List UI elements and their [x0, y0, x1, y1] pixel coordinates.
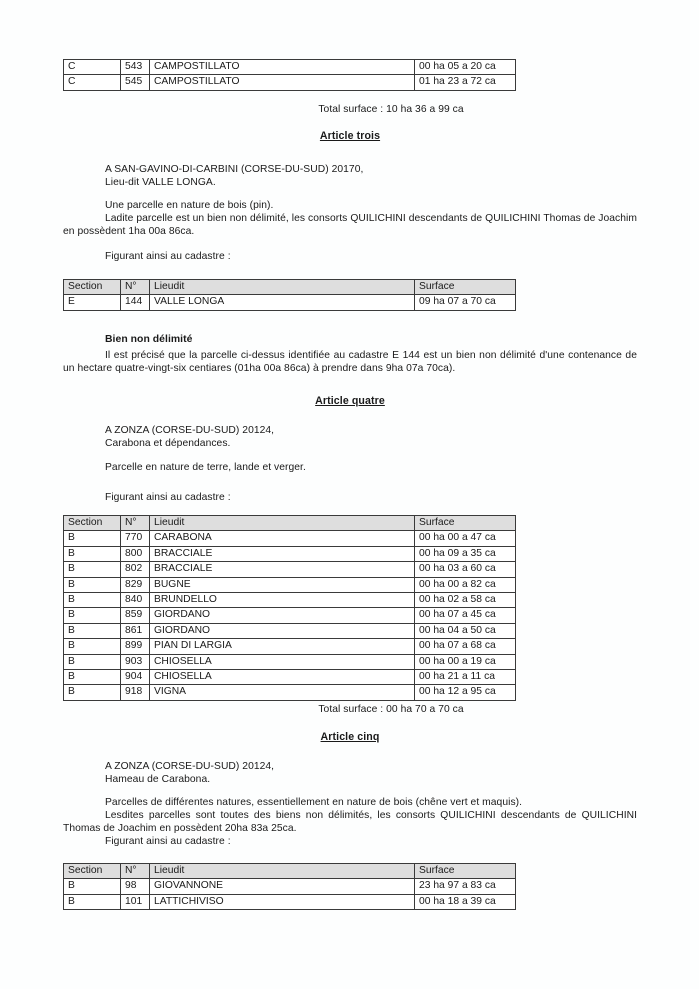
- commune-line-2: Carabona et dépendances.: [105, 438, 231, 450]
- header-lieudit: Lieudit: [150, 516, 415, 531]
- cell-surface: 00 ha 07 a 45 ca: [415, 608, 516, 623]
- article-trois-bnd-paragraph: [63, 212, 637, 238]
- table-row: [64, 295, 516, 310]
- article-trois-bnd-detail: [63, 349, 637, 375]
- table-row: [64, 562, 516, 577]
- cell-numero: 840: [121, 593, 150, 608]
- total-surface-article-quatre: [63, 703, 637, 716]
- cell-lieudit: CHIOSELLA: [150, 654, 415, 669]
- cell-surface: 00 ha 00 a 82 ca: [415, 577, 516, 592]
- cell-numero: 903: [121, 654, 150, 669]
- cell-lieudit: CARABONA: [150, 531, 415, 546]
- header-numero: N°: [121, 864, 150, 879]
- header-section: Section: [64, 516, 121, 531]
- table-row: [64, 75, 516, 90]
- article-cinq-commune: [63, 760, 637, 786]
- commune-line-1: A SAN-GAVINO-DI-CARBINI (CORSE-DU-SUD) 20170,: [105, 164, 364, 175]
- cell-lieudit: GIOVANNONE: [150, 879, 415, 894]
- header-surface: Surface: [415, 280, 516, 295]
- total-surface-text: Total surface : 00 ha 70 a 70 ca: [318, 704, 464, 715]
- cell-lieudit: LATTICHIVISO: [150, 894, 415, 909]
- article-trois-nature: [63, 199, 637, 212]
- table-body: [64, 295, 516, 310]
- heading-text: Article cinq: [320, 731, 380, 743]
- table-row: [64, 60, 516, 75]
- header-numero: N°: [121, 280, 150, 295]
- cell-numero: 904: [121, 670, 150, 685]
- cell-section: B: [64, 562, 121, 577]
- nature-text: Parcelle en nature de terre, lande et verger.: [105, 462, 306, 473]
- cell-surface: 00 ha 09 a 35 ca: [415, 546, 516, 561]
- cell-surface: 00 ha 05 a 20 ca: [415, 60, 516, 75]
- cell-numero: 101: [121, 894, 150, 909]
- cell-section: B: [64, 639, 121, 654]
- table-row: [64, 577, 516, 592]
- article-quatre-commune: [63, 424, 637, 450]
- cell-numero: 800: [121, 546, 150, 561]
- table-head: [64, 516, 516, 531]
- cell-numero: 861: [121, 623, 150, 638]
- cell-surface: 00 ha 03 a 60 ca: [415, 562, 516, 577]
- article-trois-cadastre-intro: [63, 250, 637, 263]
- header-section: Section: [64, 864, 121, 879]
- table-row: [64, 894, 516, 909]
- cell-surface: 00 ha 18 a 39 ca: [415, 894, 516, 909]
- cell-lieudit: CHIOSELLA: [150, 670, 415, 685]
- cell-lieudit: PIAN DI LARGIA: [150, 639, 415, 654]
- cell-section: B: [64, 623, 121, 638]
- article-quatre-nature: [63, 461, 637, 474]
- cell-numero: 144: [121, 295, 150, 310]
- total-surface-top: [63, 103, 637, 116]
- header-numero: N°: [121, 516, 150, 531]
- cell-surface: 00 ha 00 a 19 ca: [415, 654, 516, 669]
- cell-section: B: [64, 593, 121, 608]
- article-cinq-nature: [63, 796, 637, 809]
- total-surface-text: Total surface : 10 ha 36 a 99 ca: [318, 104, 464, 115]
- table-row: [64, 654, 516, 669]
- cadastre-intro-text: Figurant ainsi au cadastre :: [105, 492, 231, 503]
- table-row: [64, 546, 516, 561]
- heading-article-trois: [63, 130, 637, 143]
- cell-section: B: [64, 577, 121, 592]
- bnd-detail-text: Il est précisé que la parcelle ci-dessus identifiée au cadastre E 144 est un bien non délimité d'une contenance de un hectare quatre-vingt-six centiares (01ha 00a 86ca) à prendre dans 9ha 07a 70ca).: [63, 350, 637, 375]
- cell-surface: 09 ha 07 a 70 ca: [415, 295, 516, 310]
- commune-line-1: A ZONZA (CORSE-DU-SUD) 20124,: [105, 425, 275, 436]
- table-header-row: [64, 516, 516, 531]
- subheading-text: Bien non délimité: [105, 334, 193, 345]
- cell-numero: 859: [121, 608, 150, 623]
- cell-surface: 00 ha 21 a 11 ca: [415, 670, 516, 685]
- cell-numero: 98: [121, 879, 150, 894]
- heading-text: Article quatre: [315, 395, 385, 407]
- table-row: [64, 608, 516, 623]
- table-head: [64, 864, 516, 879]
- table-header-row: [64, 864, 516, 879]
- header-lieudit: Lieudit: [150, 280, 415, 295]
- cell-lieudit: BRACCIALE: [150, 546, 415, 561]
- cell-section: B: [64, 879, 121, 894]
- header-surface: Surface: [415, 516, 516, 531]
- cell-lieudit: VALLE LONGA: [150, 295, 415, 310]
- nature-text: Une parcelle en nature de bois (pin).: [105, 200, 274, 211]
- cell-section: B: [64, 670, 121, 685]
- nature-text: Parcelles de différentes natures, essentiellement en nature de bois (chêne vert et maquis).: [105, 797, 523, 808]
- cell-surface: 23 ha 97 a 83 ca: [415, 879, 516, 894]
- cell-lieudit: GIORDANO: [150, 623, 415, 638]
- table-row: [64, 623, 516, 638]
- cell-surface: 00 ha 12 a 95 ca: [415, 685, 516, 700]
- commune-line-1: A ZONZA (CORSE-DU-SUD) 20124,: [105, 761, 275, 772]
- cell-numero: 918: [121, 685, 150, 700]
- cell-surface: 00 ha 00 a 47 ca: [415, 531, 516, 546]
- bnd-paragraph-text: Lesdites parcelles sont toutes des biens non délimités, les consorts QUILICHINI descendants de QUILICHINI Thomas de Joachim en possèdent 20ha 83a 25ca.: [63, 810, 637, 835]
- cadastre-intro-text: Figurant ainsi au cadastre :: [105, 836, 231, 847]
- cell-section: B: [64, 894, 121, 909]
- cadastre-table-article-trois: [63, 279, 516, 311]
- header-surface: Surface: [415, 864, 516, 879]
- cell-lieudit: GIORDANO: [150, 608, 415, 623]
- cell-numero: 543: [121, 60, 150, 75]
- header-section: Section: [64, 280, 121, 295]
- heading-text: Article trois: [319, 130, 381, 142]
- commune-line-2: Lieu-dit VALLE LONGA.: [105, 177, 216, 189]
- article-cinq-cadastre-intro: [63, 835, 637, 848]
- table-row: [64, 531, 516, 546]
- cell-lieudit: BRACCIALE: [150, 562, 415, 577]
- header-lieudit: Lieudit: [150, 864, 415, 879]
- cell-surface: 00 ha 02 a 58 ca: [415, 593, 516, 608]
- cell-section: B: [64, 531, 121, 546]
- table-row: [64, 670, 516, 685]
- heading-article-quatre: [63, 395, 637, 408]
- cell-surface: 01 ha 23 a 72 ca: [415, 75, 516, 90]
- cell-lieudit: BUGNE: [150, 577, 415, 592]
- cell-lieudit: CAMPOSTILLATO: [150, 75, 415, 90]
- subheading-bien-non-delimite: [63, 333, 637, 346]
- article-trois-commune: [63, 163, 637, 189]
- cell-surface: 00 ha 04 a 50 ca: [415, 623, 516, 638]
- cell-section: C: [64, 75, 121, 90]
- table-header-row: [64, 280, 516, 295]
- article-quatre-cadastre-intro: [63, 491, 637, 504]
- cell-lieudit: CAMPOSTILLATO: [150, 60, 415, 75]
- cell-surface: 00 ha 07 a 68 ca: [415, 639, 516, 654]
- cadastre-table-article-cinq: [63, 863, 516, 910]
- table-body: [64, 531, 516, 700]
- cell-section: B: [64, 546, 121, 561]
- bnd-paragraph-text: Ladite parcelle est un bien non délimité, les consorts QUILICHINI descendants de QUILICHINI Thomas de Joachim en possèdent 1ha 00a 86ca.: [63, 213, 637, 238]
- cadastre-intro-text: Figurant ainsi au cadastre :: [105, 251, 231, 262]
- cell-section: B: [64, 608, 121, 623]
- cell-lieudit: VIGNA: [150, 685, 415, 700]
- table-row: [64, 685, 516, 700]
- table-row: [64, 593, 516, 608]
- table-row: [64, 639, 516, 654]
- heading-article-cinq: [63, 731, 637, 744]
- table-row: [64, 879, 516, 894]
- cell-section: E: [64, 295, 121, 310]
- article-cinq-bnd-paragraph: [63, 809, 637, 835]
- table-head: [64, 280, 516, 295]
- cell-numero: 829: [121, 577, 150, 592]
- cell-numero: 802: [121, 562, 150, 577]
- commune-line-2: Hameau de Carabona.: [105, 774, 211, 786]
- table-body: [64, 879, 516, 910]
- table-body: [64, 60, 516, 91]
- cell-numero: 770: [121, 531, 150, 546]
- cell-numero: 899: [121, 639, 150, 654]
- cell-section: C: [64, 60, 121, 75]
- cadastre-table-top: [63, 59, 516, 91]
- cell-section: B: [64, 685, 121, 700]
- cell-section: B: [64, 654, 121, 669]
- cell-lieudit: BRUNDELLO: [150, 593, 415, 608]
- cell-numero: 545: [121, 75, 150, 90]
- cadastre-table-article-quatre: [63, 515, 516, 701]
